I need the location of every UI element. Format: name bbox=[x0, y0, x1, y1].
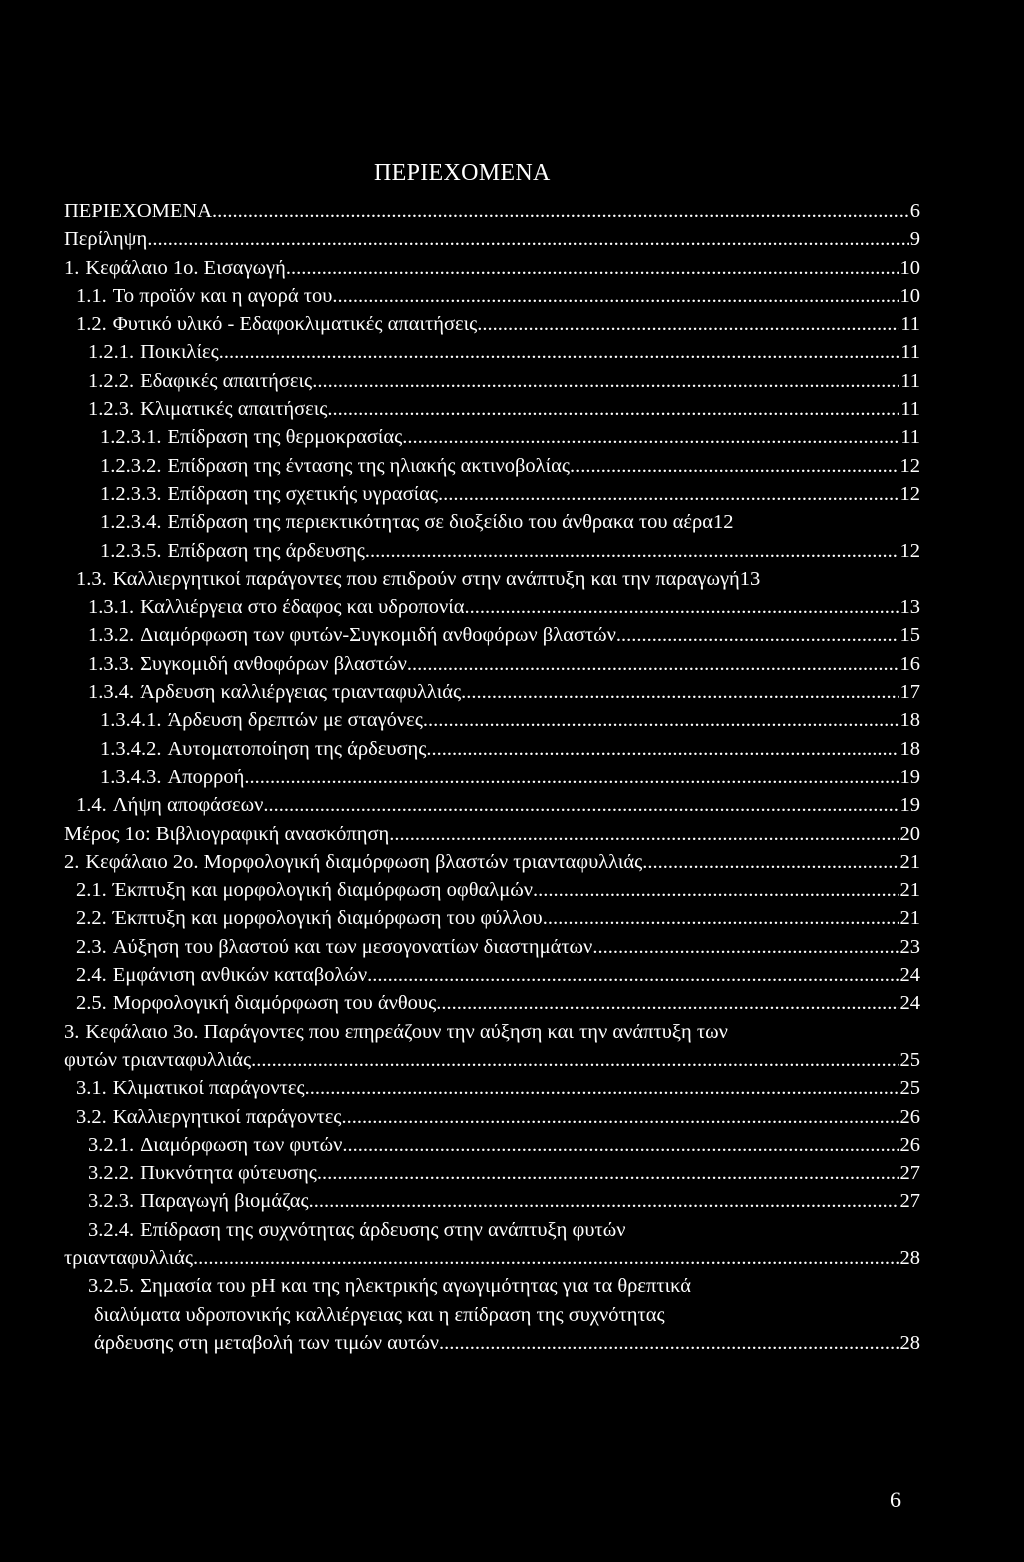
toc-entry-page: 18 bbox=[899, 709, 920, 732]
toc-entry[interactable] bbox=[64, 395, 920, 423]
toc-entry-title: Άρδευση δρεπτών με σταγόνες bbox=[167, 709, 423, 732]
toc-entry-title: Απορροή bbox=[167, 765, 245, 788]
toc-entry-page: 24 bbox=[899, 992, 920, 1015]
toc-entry-page: 28 bbox=[899, 1246, 920, 1269]
dot-leader bbox=[402, 423, 899, 451]
dot-leader bbox=[219, 338, 900, 366]
toc-entry[interactable] bbox=[64, 423, 920, 451]
toc-entry-title: Διαμόρφωση των φυτών-Συγκομιδή ανθοφόρων βλαστών bbox=[140, 624, 616, 647]
toc-entry-title: Μέρος 1ο: Βιβλιογραφική ανασκόπηση bbox=[64, 822, 390, 845]
toc-entry[interactable] bbox=[64, 508, 920, 536]
toc-entry-page: 11 bbox=[900, 313, 920, 336]
toc-entry[interactable] bbox=[64, 452, 920, 480]
toc-entry[interactable] bbox=[64, 706, 920, 734]
toc-entry-number: 1.3.1. bbox=[88, 596, 135, 619]
toc-entry-number: 1.2.1. bbox=[88, 341, 135, 364]
toc-entry-title: Καλλιέργεια στο έδαφος και υδροπονία bbox=[140, 596, 465, 619]
toc-entry[interactable] bbox=[64, 367, 920, 395]
toc-entry-number: 1.3.3. bbox=[88, 652, 135, 675]
toc-entry-title-continued: διαλύματα υδροπονικής καλλιέργειας και η επίδραση της συχνότητας bbox=[94, 1303, 665, 1326]
toc-entry-number: 3.2.4. bbox=[88, 1218, 135, 1241]
toc-entry[interactable] bbox=[64, 282, 920, 310]
toc-entry-number: 2.4. bbox=[76, 964, 107, 987]
toc-entry[interactable] bbox=[64, 310, 920, 338]
toc-entry[interactable] bbox=[64, 989, 920, 1017]
toc-entry-title: Εδαφικές απαιτήσεις bbox=[140, 369, 313, 392]
toc-entry-number: 2.3. bbox=[76, 935, 107, 958]
toc-entry-number: 1.2.3.5. bbox=[100, 539, 162, 562]
page-number: 6 bbox=[890, 1487, 901, 1512]
toc-entry[interactable] bbox=[64, 933, 920, 961]
dot-leader bbox=[341, 1103, 898, 1131]
toc-entry[interactable] bbox=[64, 763, 920, 791]
toc-entry[interactable] bbox=[64, 1131, 920, 1159]
dot-leader bbox=[251, 1046, 898, 1074]
toc-entry-page: 6 bbox=[909, 200, 920, 222]
dot-leader bbox=[477, 310, 899, 338]
toc-entry-page: 20 bbox=[899, 822, 920, 845]
toc-entry[interactable] bbox=[64, 225, 920, 253]
dot-leader bbox=[436, 989, 898, 1017]
toc-entry-page: 13 bbox=[899, 596, 920, 619]
dot-leader bbox=[317, 1159, 899, 1187]
toc-entry-title: Φυτικό υλικό - Εδαφοκλιματικές απαιτήσεις bbox=[112, 313, 478, 336]
toc-entry-number: 1.3.4.1. bbox=[100, 709, 162, 732]
toc-entry-page: 16 bbox=[899, 652, 920, 675]
toc-entry-title: ΠΕΡΙΕΧΟΜΕΝΑ bbox=[64, 200, 213, 222]
toc-entry-title: Μορφολογική διαμόρφωση του άνθους bbox=[112, 992, 437, 1015]
toc-entry[interactable] bbox=[64, 1272, 920, 1300]
toc-entry-page: 11 bbox=[900, 398, 920, 421]
dot-leader bbox=[342, 1131, 898, 1159]
dot-leader bbox=[438, 480, 898, 508]
toc-entry-number: 1. bbox=[64, 256, 80, 279]
toc-entry-title: Διαμόρφωση των φυτών bbox=[140, 1133, 343, 1156]
toc-entry-number: 1.2.3. bbox=[88, 398, 135, 421]
toc-entry-page: 25 bbox=[899, 1048, 920, 1071]
toc-entry[interactable] bbox=[64, 537, 920, 565]
dot-leader bbox=[193, 1244, 899, 1272]
toc-entry-page: 12 bbox=[899, 482, 920, 505]
toc-entry[interactable] bbox=[64, 791, 920, 819]
toc-entry-number: 3.2.5. bbox=[88, 1275, 135, 1298]
dot-leader bbox=[616, 621, 899, 649]
toc-entry-page: 21 bbox=[899, 850, 920, 873]
toc-entry-title-continued: άρδευσης στη μεταβολή των τιμών αυτών bbox=[94, 1331, 440, 1354]
toc-entry-number: 3.2. bbox=[76, 1105, 107, 1128]
toc-entry-title: Επίδραση της άρδευσης bbox=[167, 539, 365, 562]
toc-entry-title: Καλλιεργητικοί παράγοντες που επιδρούν στην ανάπτυξη και την παραγωγή bbox=[112, 567, 740, 590]
toc-entry-page: 21 bbox=[899, 879, 920, 902]
toc-entry-title: Κλιματικοί παράγοντες bbox=[112, 1077, 305, 1100]
toc-entry-number: 3.2.3. bbox=[88, 1190, 135, 1213]
dot-leader bbox=[367, 961, 898, 989]
toc-entry-title: Έκπτυξη και μορφολογική διαμόρφωση οφθαλμών bbox=[112, 879, 533, 902]
toc-entry-title: Επίδραση της συχνότητας άρδευσης στην ανάπτυξη φυτών bbox=[140, 1218, 626, 1241]
toc-entry[interactable] bbox=[64, 593, 920, 621]
toc-entry-title: Επίδραση της έντασης της ηλιακής ακτινοβολίας bbox=[167, 454, 570, 477]
toc-entry-page: 25 bbox=[899, 1077, 920, 1100]
dot-leader bbox=[365, 537, 899, 565]
toc-entry[interactable] bbox=[64, 1216, 920, 1244]
toc-entry[interactable] bbox=[64, 678, 920, 706]
toc-entry-number: 3.2.2. bbox=[88, 1162, 135, 1185]
dot-leader bbox=[286, 254, 899, 282]
toc-entry-title: Αύξηση του βλαστού και των μεσογονατίων διαστημάτων bbox=[112, 935, 593, 958]
toc-entry-number: 2.2. bbox=[76, 907, 107, 930]
dot-leader bbox=[312, 367, 899, 395]
toc-entry-page: 21 bbox=[899, 907, 920, 930]
toc-entry-number: 1.2.3.3. bbox=[100, 482, 162, 505]
dot-leader bbox=[461, 678, 898, 706]
dot-leader bbox=[263, 791, 898, 819]
toc-entry-title: Κεφάλαιο 1ο. Εισαγωγή bbox=[85, 256, 286, 279]
toc-entry-number: 3.1. bbox=[76, 1077, 107, 1100]
dot-leader bbox=[407, 650, 899, 678]
toc-entry-number: 1.4. bbox=[76, 794, 107, 817]
toc-entry-title: Συγκομιδή ανθοφόρων βλαστών bbox=[140, 652, 407, 675]
toc-entry[interactable] bbox=[64, 565, 920, 593]
toc-entry[interactable] bbox=[64, 904, 920, 932]
table-of-contents bbox=[64, 197, 920, 1357]
dot-leader bbox=[147, 225, 909, 253]
toc-entry-title: Καλλιεργητικοί παράγοντες bbox=[112, 1105, 342, 1128]
toc-entry-page: 19 bbox=[899, 765, 920, 788]
toc-entry-page: 11 bbox=[900, 341, 920, 364]
toc-entry[interactable] bbox=[64, 254, 920, 282]
toc-entry-title: Το προϊόν και η αγορά του bbox=[112, 284, 333, 307]
toc-entry-page: 10 bbox=[899, 256, 920, 279]
toc-entry-number: 1.2.3.4. bbox=[100, 511, 162, 534]
toc-entry-number: 1.3. bbox=[76, 567, 107, 590]
toc-entry-title: Κεφάλαιο 2ο. Μορφολογική διαμόρφωση βλαστών τριανταφυλλιάς. bbox=[85, 850, 648, 873]
toc-entry[interactable] bbox=[64, 621, 920, 649]
toc-entry-page: 11 bbox=[900, 426, 920, 449]
toc-entry-number: 1.3.2. bbox=[88, 624, 135, 647]
toc-entry-number: 1.1. bbox=[76, 284, 107, 307]
toc-entry-page: 13 bbox=[739, 567, 761, 590]
toc-entry-title: Σημασία του pH και της ηλεκτρικής αγωγιμότητας για τα θρεπτικά bbox=[140, 1275, 691, 1298]
toc-entry[interactable] bbox=[64, 1103, 920, 1131]
dot-leader bbox=[465, 593, 899, 621]
toc-entry-title: Κεφάλαιο 3ο. Παράγοντες που επηρεάζουν την αύξηση και την ανάπτυξη των bbox=[85, 1020, 728, 1043]
toc-entry[interactable] bbox=[64, 1159, 920, 1187]
toc-entry-number: 1.3.4.2. bbox=[100, 737, 162, 760]
toc-entry-page: 26 bbox=[899, 1133, 920, 1156]
dot-leader bbox=[543, 904, 899, 932]
toc-entry[interactable] bbox=[64, 735, 920, 763]
dot-leader bbox=[309, 1187, 899, 1215]
dot-leader bbox=[426, 735, 898, 763]
toc-entry-page: 11 bbox=[900, 369, 920, 392]
toc-entry[interactable] bbox=[64, 480, 920, 508]
toc-entry-page: 12 bbox=[713, 511, 734, 534]
toc-entry-number: 1.3.4. bbox=[88, 681, 135, 704]
toc-entry-number: 3.2.1. bbox=[88, 1133, 135, 1156]
toc-entry[interactable] bbox=[64, 1018, 920, 1046]
dot-leader bbox=[244, 763, 898, 791]
toc-entry-continuation bbox=[64, 1046, 920, 1074]
toc-entry-page: 10 bbox=[899, 284, 920, 307]
dot-leader bbox=[533, 876, 899, 904]
dot-leader bbox=[327, 395, 899, 423]
toc-entry-number: 1.2.3.1. bbox=[100, 426, 162, 449]
toc-entry-title-continued: φυτών τριανταφυλλιάς bbox=[64, 1048, 252, 1071]
dot-leader bbox=[592, 933, 898, 961]
toc-entry-title: Ποικιλίες bbox=[140, 341, 219, 364]
toc-entry-number: 1.2.3.2. bbox=[100, 454, 162, 477]
toc-entry[interactable] bbox=[64, 961, 920, 989]
toc-entry-page: 12 bbox=[899, 539, 920, 562]
toc-entry-page: 19 bbox=[899, 794, 920, 817]
toc-entry-continuation bbox=[64, 1301, 920, 1329]
toc-entry-title: Άρδευση καλλιέργειας τριανταφυλλιάς bbox=[140, 681, 462, 704]
dot-leader bbox=[332, 282, 898, 310]
dot-leader bbox=[647, 848, 898, 876]
toc-entry-title: Επίδραση της περιεκτικότητας σε διοξείδιο του άνθρακα του αέρα bbox=[167, 511, 714, 534]
toc-entry-continuation bbox=[64, 1329, 920, 1357]
dot-leader bbox=[305, 1074, 899, 1102]
toc-entry-page: 17 bbox=[899, 681, 920, 704]
toc-entry-continuation bbox=[64, 1244, 920, 1272]
toc-entry-number: 3. bbox=[64, 1020, 80, 1043]
toc-entry-page: 12 bbox=[899, 454, 920, 477]
dot-leader bbox=[570, 452, 899, 480]
toc-entry-title: Πυκνότητα φύτευσης bbox=[140, 1162, 317, 1185]
dot-leader bbox=[439, 1329, 898, 1357]
toc-entry-page: 9 bbox=[909, 228, 920, 251]
toc-entry-title: Λήψη αποφάσεων bbox=[112, 794, 264, 817]
toc-entry-title: Παραγωγή βιομάζας bbox=[140, 1190, 309, 1213]
toc-entry-number: 2.5. bbox=[76, 992, 107, 1015]
toc-entry-page: 15 bbox=[899, 624, 920, 647]
toc-entry-page: 26 bbox=[899, 1105, 920, 1128]
toc-entry-number: 1.2. bbox=[76, 313, 107, 336]
dot-leader bbox=[212, 197, 909, 225]
toc-entry[interactable] bbox=[64, 848, 920, 876]
toc-entry-title: Επίδραση της σχετικής υγρασίας bbox=[167, 482, 439, 505]
toc-entry-page: 23 bbox=[899, 935, 920, 958]
dot-leader bbox=[423, 706, 899, 734]
toc-entry[interactable] bbox=[64, 197, 920, 225]
toc-entry-title-continued: τριανταφυλλιάς bbox=[64, 1246, 193, 1269]
toc-entry-page: 24 bbox=[899, 964, 920, 987]
dot-leader bbox=[389, 820, 898, 848]
toc-entry-number: 1.3.4.3. bbox=[100, 765, 162, 788]
toc-entry[interactable] bbox=[64, 1187, 920, 1215]
toc-entry-title: Έκπτυξη και μορφολογική διαμόρφωση του φύλλου bbox=[112, 907, 543, 930]
toc-entry-title: Περίληψη bbox=[64, 228, 148, 251]
toc-entry-number: 2.1. bbox=[76, 879, 107, 902]
toc-entry[interactable] bbox=[64, 876, 920, 904]
toc-entry-title: Κλιματικές απαιτήσεις bbox=[140, 398, 328, 421]
toc-entry[interactable] bbox=[64, 820, 920, 848]
toc-entry-title: Αυτοματοποίηση της άρδευσης bbox=[167, 737, 427, 760]
page-title: ΠΕΡΙΕΧΟΜΕΝΑ bbox=[374, 160, 551, 186]
toc-entry-number: 1.2.2. bbox=[88, 369, 135, 392]
toc-entry[interactable] bbox=[64, 1074, 920, 1102]
toc-entry-page: 27 bbox=[899, 1190, 920, 1213]
toc-entry-title: Εμφάνιση ανθικών καταβολών bbox=[112, 964, 368, 987]
toc-entry-page: 28 bbox=[899, 1331, 920, 1354]
toc-entry[interactable] bbox=[64, 650, 920, 678]
toc-entry-page: 27 bbox=[899, 1162, 920, 1185]
toc-entry-title: Επίδραση της θερμοκρασίας bbox=[167, 426, 403, 449]
toc-entry[interactable] bbox=[64, 338, 920, 366]
toc-entry-number: 2. bbox=[64, 850, 80, 873]
toc-entry-page: 18 bbox=[899, 737, 920, 760]
